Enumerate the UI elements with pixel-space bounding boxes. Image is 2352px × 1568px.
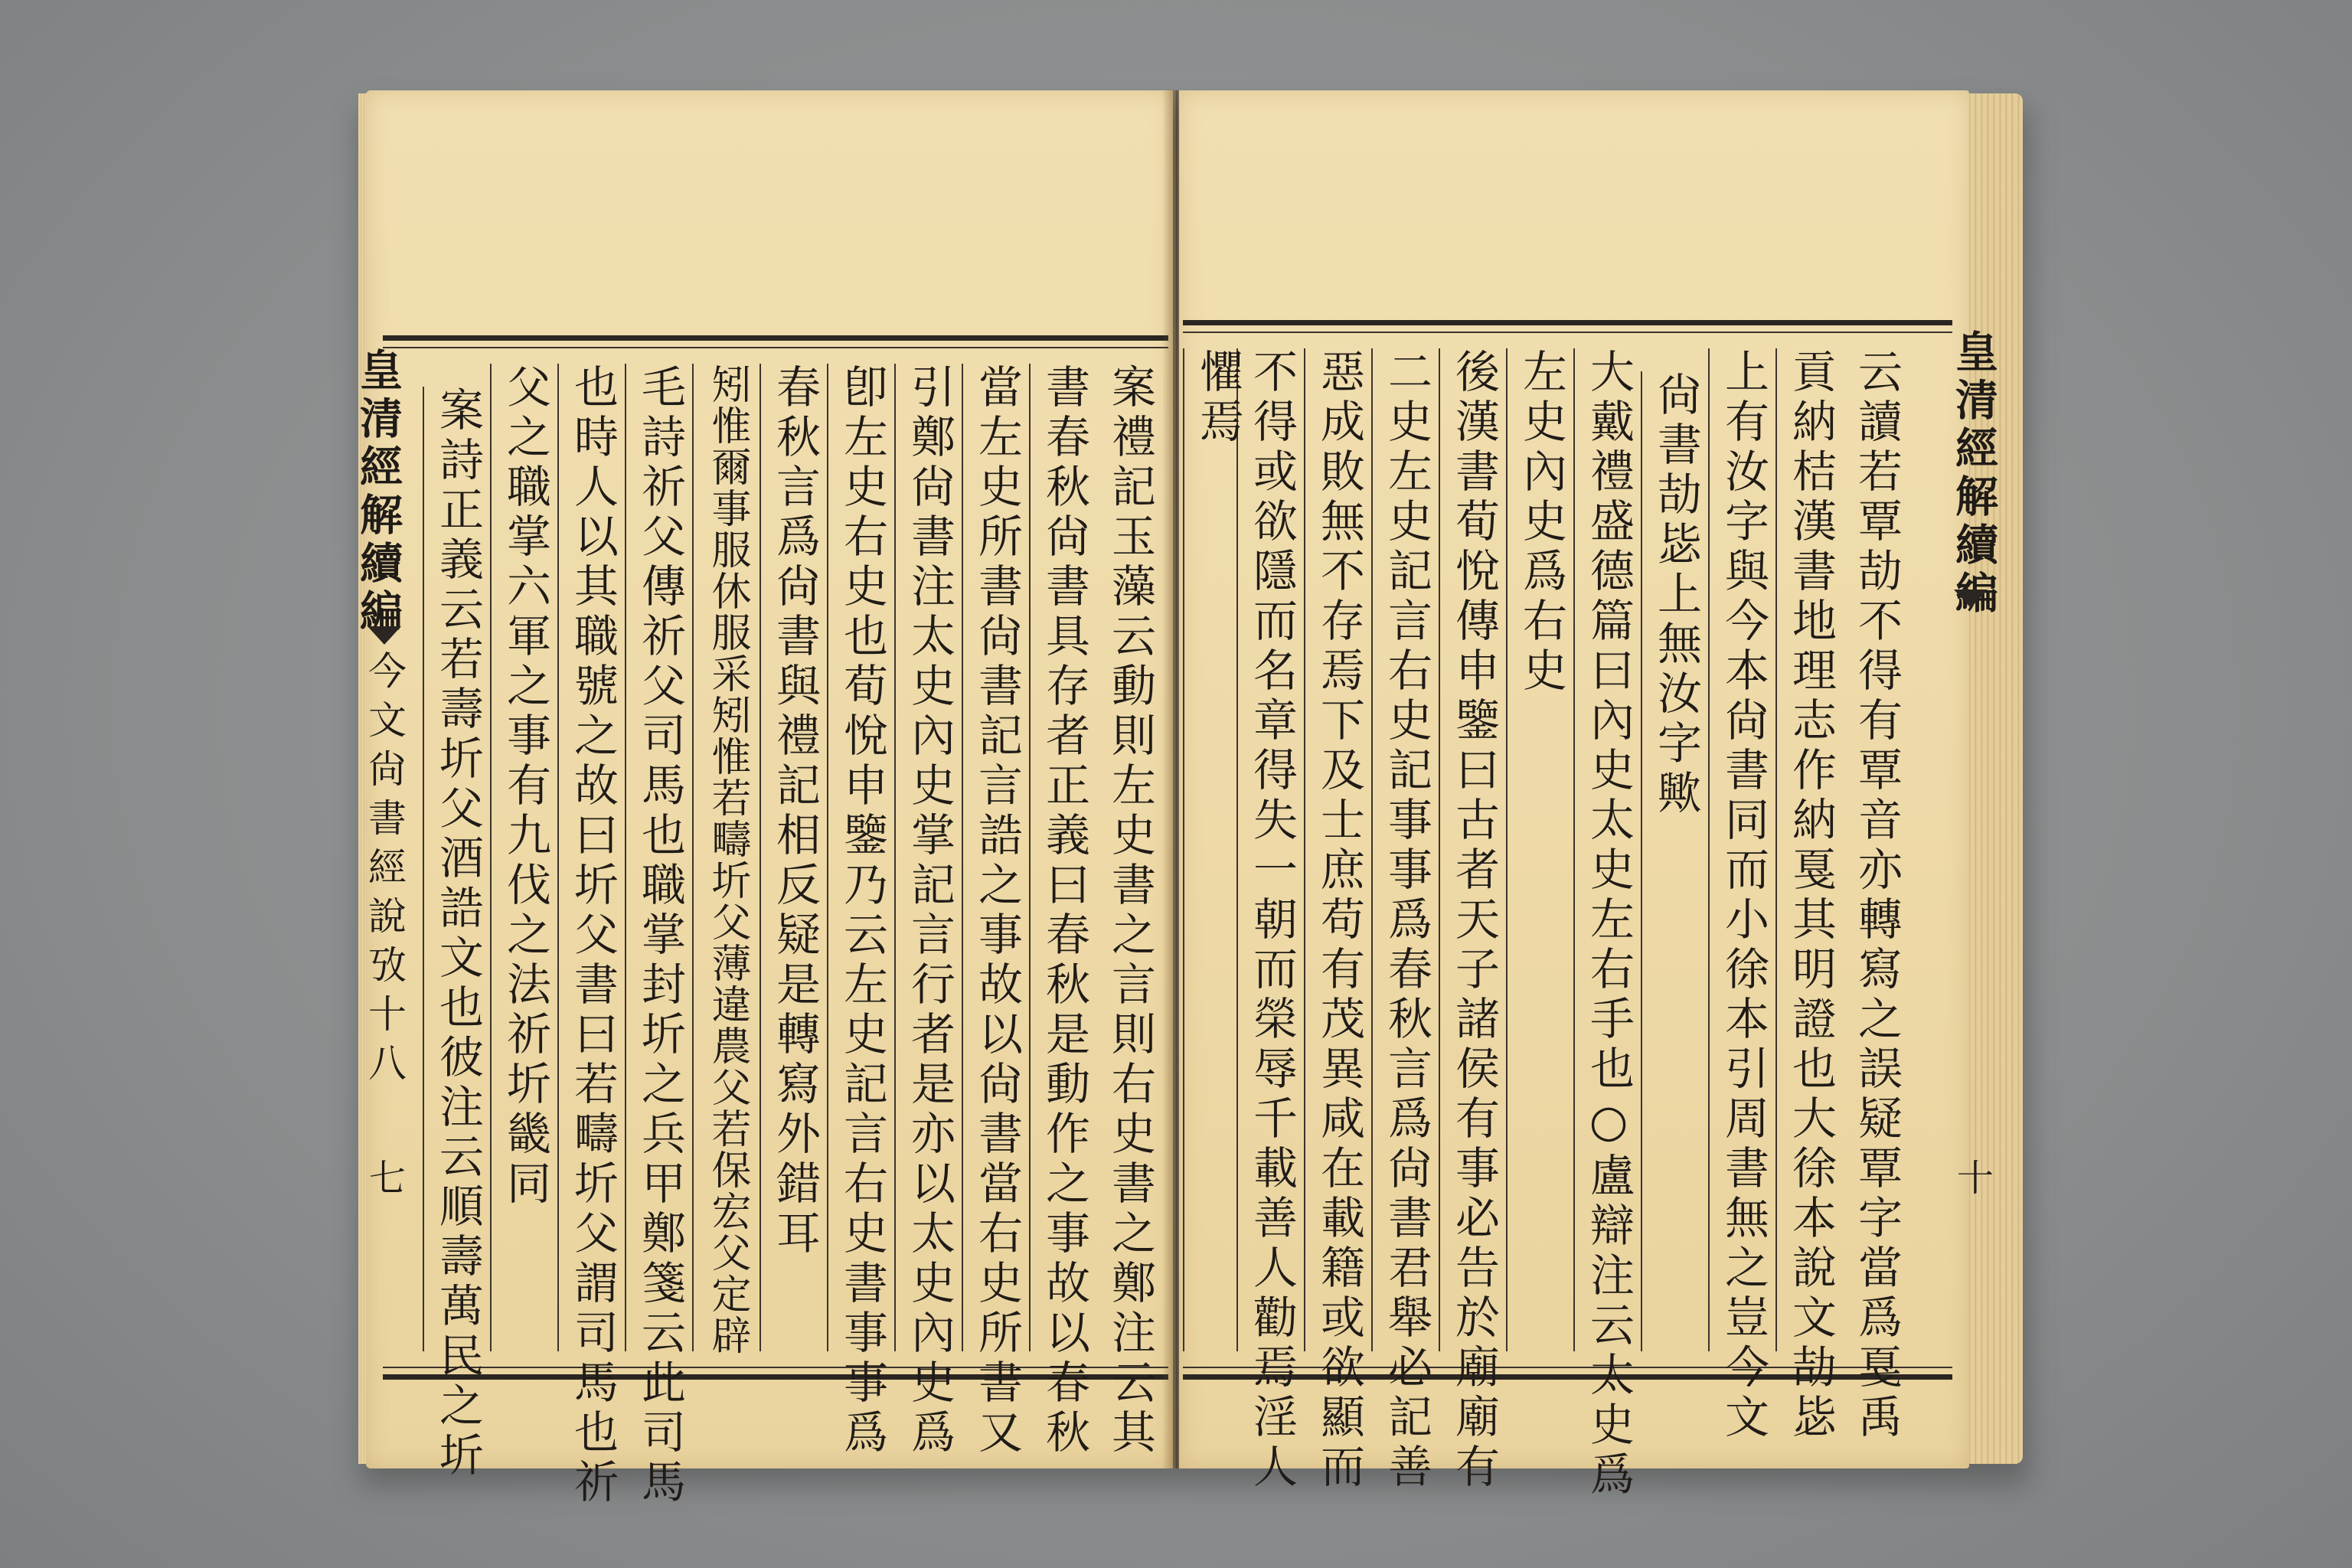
right-text-column-4: 尙書劼毖上無汝字歟 [1641, 371, 1710, 1351]
left-text-column-11: 案詩正義云若壽圻父酒誥文也彼注云順壽萬民之圻 [423, 387, 492, 1351]
left-text-column-1: 案禮記玉藻云動則左史書之言則右史書之鄭注云其 [1104, 364, 1156, 1459]
left-text-column-9: 也時人以其職號之故曰圻父書曰若疇圻父謂司馬也祈 [557, 364, 626, 1351]
right-fishtail-mark [1954, 590, 1988, 608]
right-text-column-1: 云讀若覃劼不得有覃音亦轉寫之誤疑覃字當爲戛禹 [1851, 348, 1903, 1443]
left-margin-subtitle: 今文尙書經說攷十八 [362, 651, 407, 1092]
right-text-column-2: 貢納桔漢書地理志作納戛其明證也大徐本說文劼毖 [1775, 348, 1844, 1351]
right-page-stack-edge [1965, 93, 2023, 1464]
left-text-column-3: 當左史所書尙書記言誥之事故以尙書當右史所書又 [962, 364, 1031, 1351]
left-margin-title: 皇清經解續編 [353, 348, 403, 637]
left-text-column-2: 書春秋尙書具存者正義曰春秋是動作之事故以春秋 [1029, 364, 1098, 1351]
right-text-column-9: 惡成敗無不存焉下及士庶苟有茂異咸在載籍或欲顯而 [1304, 348, 1373, 1351]
right-text-column-5: 大戴禮盛德篇曰內史太史左右手也○盧辯注云太史爲 [1573, 348, 1642, 1351]
left-fishtail-mark [368, 626, 401, 645]
left-text-column-5: 卽左史右史也荀悅申鑒乃云左史記言右史書事事爲 [827, 364, 896, 1351]
left-text-column-4: 引鄭尙書注太史內史掌記言行者是亦以太史內史爲 [894, 364, 963, 1351]
right-text-column-6: 左史內史爲右史 [1506, 348, 1575, 1351]
right-text-column-10: 不得或欲隱而名章得失一朝而榮辱千載善人勸焉淫人 [1236, 348, 1305, 1351]
right-text-column-11: 懼焉 [1183, 348, 1252, 1351]
right-page-folio: 十 [1957, 1157, 1994, 1200]
right-margin-title: 皇清經解續編 [1949, 329, 1999, 619]
right-text-column-7: 後漢書荀悅傳申鑒曰古者天子諸侯有事必告於廟廟有 [1439, 348, 1508, 1351]
left-text-column-8: 毛詩祈父傳祈父司馬也職掌封圻之兵甲鄭箋云此司馬 [625, 364, 694, 1351]
left-page-folio: 七 [369, 1157, 407, 1200]
left-text-column-6: 春秋言爲尙書與禮記相反疑是轉寫外錯耳 [760, 364, 828, 1351]
left-text-column-7: 矧惟爾事服休服采矧惟若疇圻父薄違農父若保宏父定辟 [692, 364, 761, 1351]
right-page-frame [1183, 320, 1952, 1501]
right-text-column-8: 二史左史記言右史記事事爲春秋言爲尙書君舉必記善 [1371, 348, 1440, 1351]
left-page-frame [383, 335, 1168, 1508]
left-text-column-10: 父之職掌六軍之事有九伐之法祈圻畿同 [490, 364, 559, 1351]
right-text-column-3: 上有汝字與今本尙書同而小徐本引周書無之豈今文 [1708, 348, 1777, 1351]
